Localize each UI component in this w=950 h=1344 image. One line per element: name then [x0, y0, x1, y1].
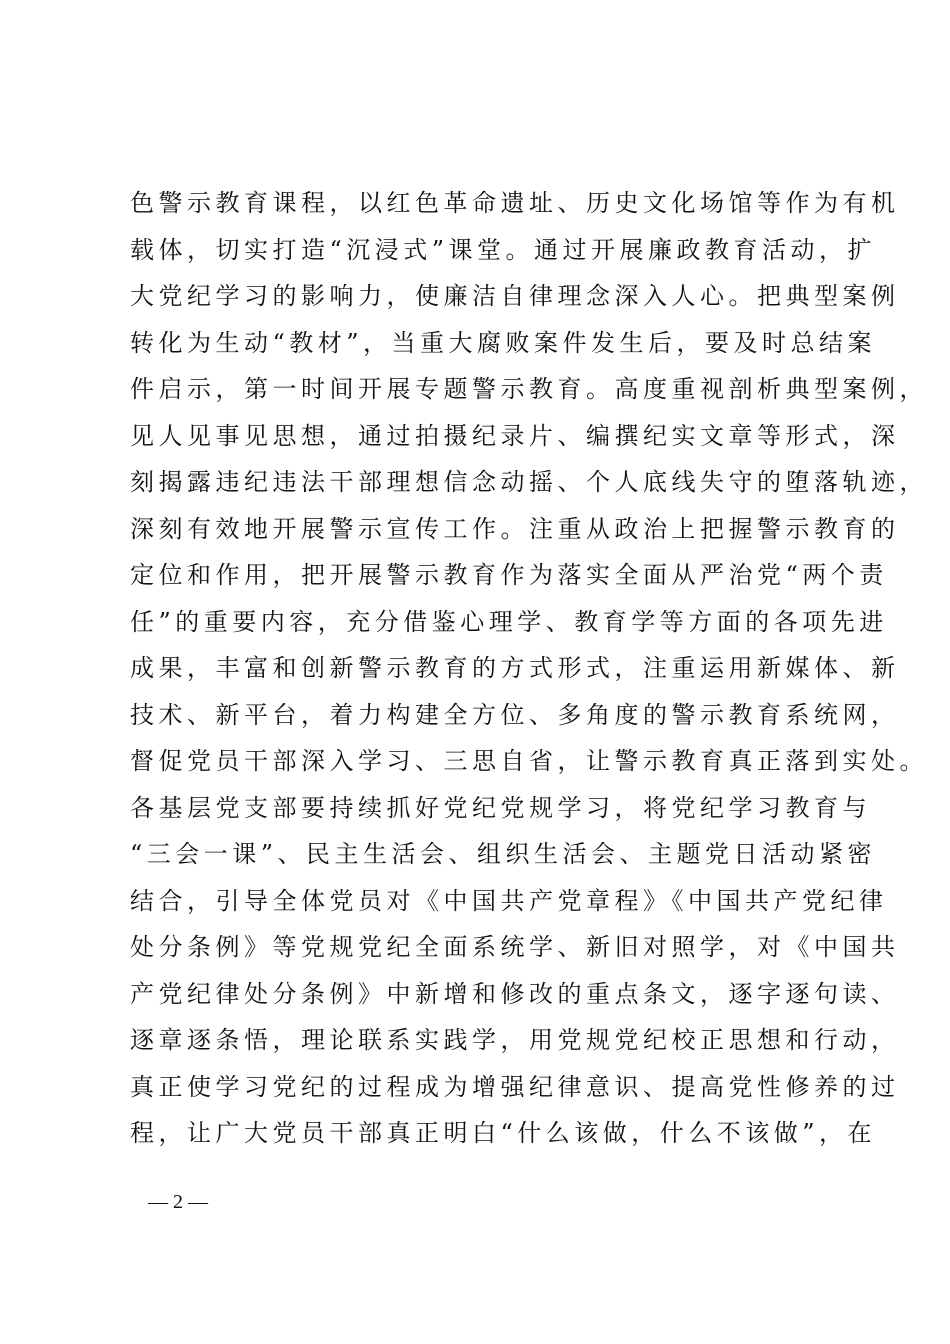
text-line: 色警示教育课程，以红色革命遗址、历史文化场馆等作为有机	[130, 189, 900, 217]
text-line: 任”的重要内容，充分借鉴心理学、教育学等方面的各项先进	[130, 607, 888, 636]
page-number: — 2 —	[148, 1191, 208, 1213]
text-line: 督促党员干部深入学习、三思自省，让警示教育真正落到实处。	[130, 747, 928, 775]
text-line: 产党纪律处分条例》中新增和修改的重点条文，逐字逐句读、	[130, 979, 900, 1008]
text-line: 载体，切实打造“沉浸式”课堂。通过开展廉政教育活动，扩	[130, 235, 877, 264]
text-line: 大党纪学习的影响力，使廉洁自律理念深入人心。把典型案例	[130, 282, 900, 310]
text-line: 真正使学习党纪的过程成为增强纪律意识、提高党性修养的过	[130, 1072, 900, 1101]
text-line: 技术、新平台，着力构建全方位、多角度的警示教育系统网，	[130, 700, 900, 729]
text-line: 各基层党支部要持续抓好党纪党规学习，将党纪学习教育与	[130, 793, 871, 822]
text-line: 刻揭露违纪违法干部理想信念动摇、个人底线失守的堕落轨迹，	[130, 468, 928, 496]
text-line: 转化为生动“教材”，当重大腐败案件发生后，要及时总结案	[130, 328, 877, 357]
text-line: 深刻有效地开展警示宣传工作。注重从政治上把握警示教育的	[130, 514, 900, 543]
text-line: 程，让广大党员干部真正明白“什么该做，什么不该做”，在	[130, 1119, 877, 1147]
text-line: 成果，丰富和创新警示教育的方式形式，注重运用新媒体、新	[130, 654, 900, 682]
body-paragraph	[130, 180, 928, 1157]
text-line: “三会一课”、民主生活会、组织生活会、主题党日活动紧密	[130, 840, 877, 868]
text-line: 见人见事见思想，通过拍摄纪录片、编撰纪实文章等形式，深	[130, 421, 900, 450]
text-line: 处分条例》等党规党纪全面系统学、新旧对照学，对《中国共	[130, 933, 900, 961]
text-line: 逐章逐条悟，理论联系实践学，用党规党纪校正思想和行动，	[130, 1026, 900, 1054]
text-line: 定位和作用，把开展警示教育作为落实全面从严治党“两个责	[130, 561, 888, 589]
text-line: 结合，引导全体党员对《中国共产党章程》《中国共产党纪律	[130, 886, 888, 915]
text-line: 件启示，第一时间开展专题警示教育。高度重视剖析典型案例，	[130, 375, 928, 403]
